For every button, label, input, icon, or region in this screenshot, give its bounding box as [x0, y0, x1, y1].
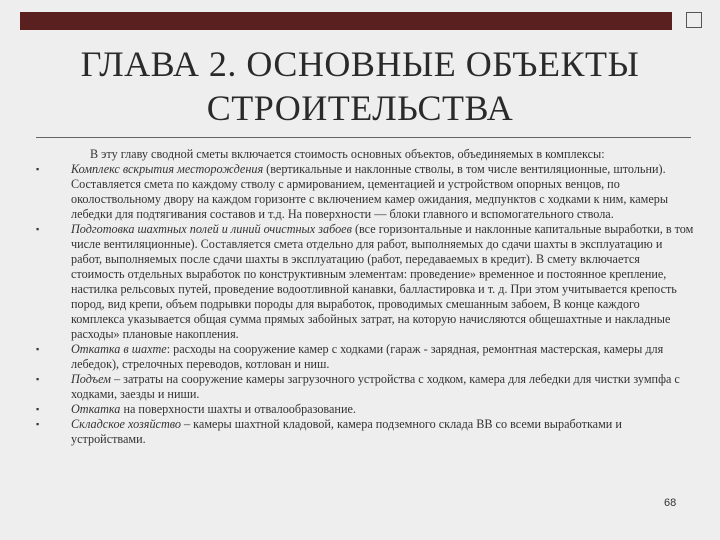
- divider: [36, 137, 691, 138]
- page-number: 68: [664, 497, 677, 509]
- item-term: Комплекс вскрытия месторождения: [71, 162, 264, 176]
- corner-square: [686, 12, 702, 28]
- list-item: [36, 162, 696, 222]
- bullet-icon: ▪: [36, 344, 40, 354]
- list-item: [36, 222, 696, 342]
- item-term: Откатка: [71, 402, 121, 416]
- item-text: – камеры шахтной кладовой, камера подземного склада ВВ со всеми выработками и устройствами.: [71, 417, 622, 446]
- item-term: Складское хозяйство: [71, 417, 181, 431]
- title-line-1: ГЛАВА 2. ОСНОВНЫЕ ОБЪЕКТЫ: [80, 44, 640, 84]
- item-text: – затраты на сооружение камеры загрузочного устройства с ходком, камера для лебедки для чистки зумпфа с ходками, заезды и ниши.: [71, 372, 680, 401]
- bullet-icon: ▪: [36, 224, 40, 234]
- slide-body: [36, 147, 696, 447]
- list-item: [36, 372, 696, 402]
- list-item: [36, 342, 696, 372]
- list-item: [36, 417, 696, 447]
- intro-paragraph: В эту главу сводной сметы включается стоимость основных объектов, объединяемых в комплексы:: [90, 147, 605, 161]
- item-term: Откатка в шахте: [71, 342, 167, 356]
- item-text: на поверхности шахты и отвалообразование.: [120, 402, 356, 416]
- bullet-icon: ▪: [36, 419, 40, 429]
- bullet-icon: ▪: [36, 404, 40, 414]
- bullet-icon: ▪: [36, 164, 40, 174]
- item-term: Подготовка шахтных полей и линий очистных забоев: [71, 222, 352, 236]
- bullet-icon: ▪: [36, 374, 40, 384]
- page-title: [30, 42, 690, 130]
- item-text: : расходы на сооружение камер с ходками (гараж - зарядная, ремонтная мастерская, камеры для лебедок), стрелочных переводов, котлован и ниш.: [71, 342, 664, 371]
- item-text: (все горизонтальные и наклонные капитальные выработки, в том числе вентиляционные). Составляется смета отдельно для работ, выполняемых до сдачи шахты в эксплуатацию и работ, выполняемых после сдачи шахты в эксплуатацию (работ, передаваемых в кредит). В смету включается стоимость отдельных выработок по конструктивным элементам: проведение» временное и постоянное крепление, настилка рельсовых путей, проведение водоотливной канавки, балластировка и т. д. При этом учитывается крепость пород, вид крепи, объем подрывки породы для выработок, проводимых смешанным забоем, В конце каждого комплекса указывается общая сумма прямых забойных затрат, на которую начисляются общешахтные и накладные расходы» плановые накопления.: [71, 222, 694, 341]
- header-bar: [20, 12, 672, 30]
- list-item: [36, 402, 696, 417]
- item-term: Подъем: [71, 372, 111, 386]
- item-text: (вертикальные и наклонные стволы, в том числе вентиляционные, штольни). Составляется смета по каждому стволу с армированием, цементацией и устройством опорных венцов, по околоствольному двору на каждом горизонте с включением камер ожидания, медпунктов с ходками к ним, камеры лебедки для подтягивания составов и т.д. На поверхности — блоки главного и вспомогательного ствола.: [71, 162, 669, 221]
- title-line-2: СТРОИТЕЛЬСТВА: [206, 88, 514, 128]
